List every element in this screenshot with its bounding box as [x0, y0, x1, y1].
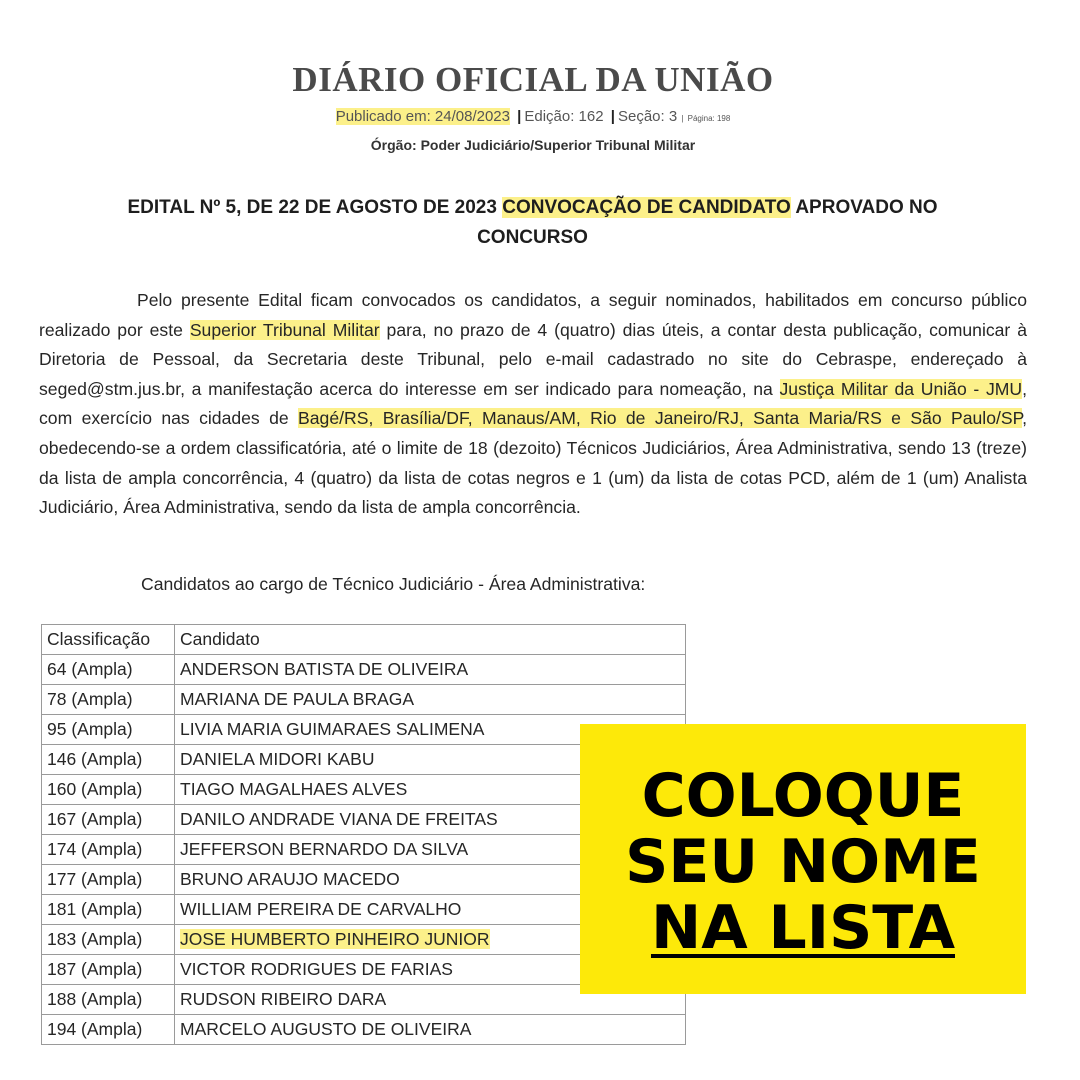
candidate-name: TIAGO MAGALHAES ALVES	[180, 779, 408, 799]
cta-line-2: SEU NOME	[625, 827, 981, 897]
candidate-name: RUDSON RIBEIRO DARA	[180, 989, 387, 1009]
candidate-name: JOSE HUMBERTO PINHEIRO JUNIOR	[180, 929, 490, 949]
edital-heading	[90, 193, 975, 253]
call-to-action-banner	[580, 724, 1026, 994]
candidate-cell	[175, 655, 686, 685]
classification-cell	[42, 805, 175, 835]
table-row	[42, 685, 686, 715]
classification-cell	[42, 895, 175, 925]
edition: Edição: 162	[524, 108, 604, 125]
page-number: Página: 198	[687, 114, 731, 123]
published-date: Publicado em: 24/08/2023	[335, 108, 510, 125]
document-title: DIÁRIO OFICIAL DA UNIÃO	[292, 60, 774, 99]
classification-text: 174 (Ampla)	[47, 839, 143, 859]
classification-cell	[42, 985, 175, 1015]
classification-text: 188 (Ampla)	[47, 989, 143, 1009]
body-text: Pelo presente Edital ficam convocados os candidatos, a seguir nominados, habilitados em concurso público realizado por este	[39, 290, 1027, 340]
classification-text: 64 (Ampla)	[47, 659, 133, 679]
classification-text: 167 (Ampla)	[47, 809, 143, 829]
classification-text: 183 (Ampla)	[47, 929, 143, 949]
candidate-name: JEFFERSON BERNARDO DA SILVA	[180, 839, 469, 859]
highlight-stm: Superior Tribunal Militar	[189, 319, 380, 340]
highlight-cities: Bagé/RS, Brasília/DF, Manaus/AM, Rio de Janeiro/RJ, Santa Maria/RS e São Paulo/SP	[298, 408, 1023, 429]
body-text: para, no prazo de 4 (quatro) dias úteis, a contar desta publicação, comunicar à Diretoria de Pessoal, da Secretaria deste Tribunal, pelo e-mail cadastrado no site do Cebraspe, endereçado à seged@stm.jus.br, a manifestação acerca do interesse em ser indicado para nomeação, na	[39, 319, 1027, 399]
classification-cell	[42, 865, 175, 895]
section: Seção: 3	[617, 108, 678, 125]
classification-text: 181 (Ampla)	[47, 899, 143, 919]
classification-cell	[42, 685, 175, 715]
classification-text: 177 (Ampla)	[47, 869, 143, 889]
table-row	[42, 1015, 686, 1045]
classification-text: 160 (Ampla)	[47, 779, 143, 799]
candidate-name: DANIELA MIDORI KABU	[180, 749, 375, 769]
candidates-heading: Candidatos ao cargo de Técnico Judiciário - Área Administrativa:	[141, 574, 646, 594]
candidate-cell	[175, 1015, 686, 1045]
candidate-name: LIVIA MARIA GUIMARAES SALIMENA	[180, 719, 485, 739]
classification-cell	[42, 1015, 175, 1045]
classification-cell	[42, 955, 175, 985]
classification-cell	[42, 925, 175, 955]
body-text: , obedecendo-se a ordem classificatória, até o limite de 18 (dezoito) Técnicos Judiciários, Área Administrativa, sendo 13 (treze) da lista de ampla concorrência, 4 (quatro) da lista de cotas negros e 1 (um) da lista de cotas PCD, além de 1 (um) Analista Judiciário, Área Administrativa, sendo da lista de ampla concorrência.	[39, 408, 1027, 518]
classification-text: 194 (Ampla)	[47, 1019, 143, 1039]
edital-prefix: EDITAL Nº 5, DE 22 DE AGOSTO DE 2023	[127, 197, 503, 218]
cta-line-1: COLOQUE	[641, 761, 965, 831]
classification-cell	[42, 835, 175, 865]
classification-text: 146 (Ampla)	[47, 749, 143, 769]
column-header-candidate: Candidato	[175, 625, 686, 655]
cta-line-3: NA LISTA	[650, 893, 955, 963]
candidate-name: VICTOR RODRIGUES DE FARIAS	[180, 959, 453, 979]
classification-cell	[42, 745, 175, 775]
classification-text: 95 (Ampla)	[47, 719, 133, 739]
separator: |	[517, 108, 522, 125]
candidate-name: BRUNO ARAUJO MACEDO	[180, 869, 400, 889]
column-header-classification: Classificação	[42, 625, 175, 655]
table-row	[42, 655, 686, 685]
candidate-name: DANILO ANDRADE VIANA DE FREITAS	[180, 809, 498, 829]
separator: |	[610, 108, 615, 125]
organ-line: Órgão: Poder Judiciário/Superior Tribunal Militar	[370, 137, 696, 153]
classification-text: 78 (Ampla)	[47, 689, 133, 709]
highlight-jmu: Justiça Militar da União - JMU	[779, 378, 1023, 399]
classification-cell	[42, 715, 175, 745]
candidate-name: MARIANA DE PAULA BRAGA	[180, 689, 415, 709]
table-header-row	[42, 625, 686, 655]
body-paragraph	[39, 286, 1027, 523]
candidate-name: WILLIAM PEREIRA DE CARVALHO	[180, 899, 462, 919]
candidate-name: ANDERSON BATISTA DE OLIVEIRA	[180, 659, 469, 679]
classification-cell	[42, 655, 175, 685]
candidate-cell	[175, 685, 686, 715]
candidate-name: MARCELO AUGUSTO DE OLIVEIRA	[180, 1019, 472, 1039]
edital-highlight: CONVOCAÇÃO DE CANDIDATO	[502, 197, 791, 218]
classification-text: 187 (Ampla)	[47, 959, 143, 979]
body-text: , com exercício nas cidades de	[39, 378, 1027, 429]
edital-suffix: APROVADO NO CONCURSO	[477, 197, 938, 248]
publication-info	[0, 108, 1066, 125]
classification-cell	[42, 775, 175, 805]
separator: |	[681, 114, 684, 123]
